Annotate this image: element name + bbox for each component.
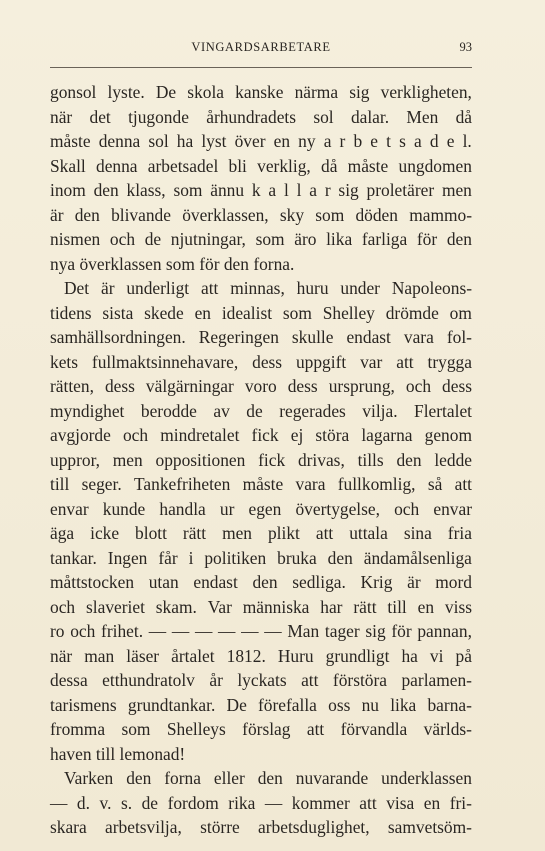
text-line: när man läser årtalet 1812. Huru grundligt ha vi på — [50, 645, 472, 666]
text-line: haven till lemonad! — [50, 743, 186, 764]
text-line: när det tjugonde århundradets sol dalar. Men då — [50, 106, 472, 127]
text-line: äga icke blott rätt men plikt att uttala sina fria — [50, 523, 472, 543]
text-line: avgjorde och mindretalet fick ej störa lagarna genom — [50, 425, 472, 445]
text-line: är den blivande överklassen, sky som döden mammo- — [50, 204, 472, 225]
text-line: gonsol lyste. De skola kanske närma sig verkligheten, — [50, 82, 472, 102]
text-line: tankar. Ingen får i politiken bruka den ändamålsenliga — [50, 547, 472, 568]
text-line: myndighet berodde av de regerades vilja. Flertalet — [50, 400, 472, 421]
text-line: rätten, dess välgärningar voro dess ursprung, och dess — [50, 376, 472, 396]
text-line: Det är underligt att minnas, huru under Napoleons- — [64, 278, 472, 298]
text-line: och slaveriet skam. Var människa har rätt till en viss — [50, 596, 472, 617]
text-line: till seger. Tankefriheten måste vara fullkomlig, så att — [50, 474, 472, 494]
text-line: nya överklassen som för den forna. — [50, 253, 295, 274]
text-line: måttstocken utan endast den sedliga. Krig är mord — [50, 572, 472, 592]
text-line: Skall denna arbetsadel bli verklig, då måste ungdomen — [50, 155, 472, 176]
text-line: kets fullmaktsinnehavare, dess uppgift var att trygga — [50, 351, 472, 372]
text-line: tidens sista skede en idealist som Shelley drömde om — [50, 302, 472, 323]
text-line: inom den klass, som ännu k a l l a r sig proletärer men — [50, 180, 472, 200]
header-rule — [50, 67, 472, 68]
page-number: 93 — [459, 40, 472, 54]
text-line: dessa etthundratolv år lyckats att förstöra parlamen- — [50, 670, 472, 690]
text-line: Varken den forna eller den nuvarande underklassen — [64, 768, 472, 788]
text-line: nismen och de njutningar, som äro lika farliga för den — [50, 229, 472, 249]
text-line: samhällsordningen. Regeringen skulle endast vara fol- — [50, 327, 472, 347]
text-line: skara arbetsvilja, större arbetsduglighet, samvetsöm- — [50, 817, 472, 837]
running-head: VINGARDSARBETARE — [191, 40, 331, 54]
text-line: — d. v. s. de fordom rika — kommer att visa en fri- — [50, 792, 472, 813]
text-line: måste denna sol ha lyst över en ny a r b e t s a d e l. — [50, 131, 472, 151]
text-line: ro och frihet. — — — — — — Man tager sig för pannan, — [50, 621, 472, 641]
text-line: tarismens grundtankar. De förefalla oss nu lika barna- — [50, 694, 472, 715]
text-line: fromma som Shelleys förslag att förvandla världs- — [50, 719, 472, 739]
page-header — [50, 40, 472, 60]
text-line: envar kunde handla ur egen övertygelse, och envar — [50, 498, 472, 519]
text-line: uppror, men oppositionen fick drivas, tills den ledde — [50, 449, 472, 470]
body-text — [50, 80, 472, 840]
